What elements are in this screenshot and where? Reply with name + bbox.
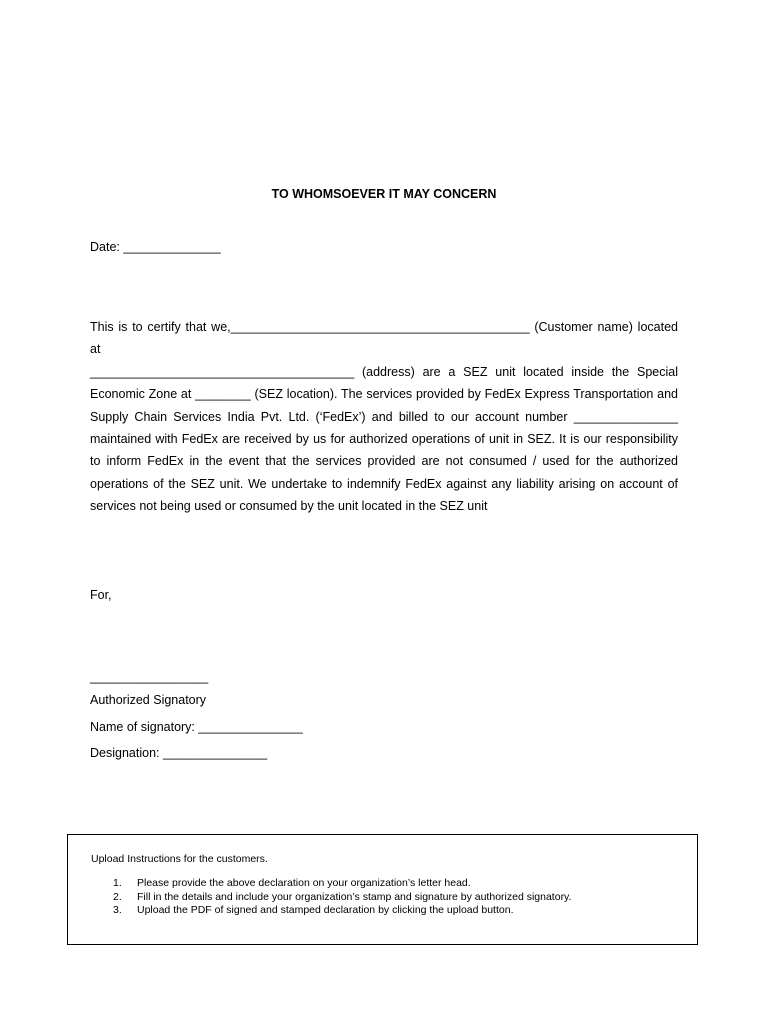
upload-instructions-box <box>67 834 698 945</box>
paragraph-line: operations of the SEZ unit. We undertake to indemnify FedEx against any liability arising on account of <box>90 476 678 491</box>
name-of-signatory-line: Name of signatory: _______________ <box>90 720 303 734</box>
list-item <box>91 877 571 891</box>
paragraph-line: Supply Chain Services India Pvt. Ltd. (‘FedEx’) and billed to our account number _______________ <box>90 409 678 424</box>
signature-blank: _________________ <box>90 670 209 684</box>
paragraph-line: Economic Zone at ________ (SEZ location). The services provided by FedEx Express Transportation and <box>90 387 678 402</box>
list-item-number: 2. <box>113 890 122 903</box>
paragraph-line: maintained with FedEx are received by us for authorized operations of unit in SEZ. It is our responsibility <box>90 432 678 447</box>
list-item-text: Please provide the above declaration on your organization’s letter head. <box>137 877 471 889</box>
paragraph-line: This is to certify that we,___________________________________________ (Customer name) located at <box>90 320 678 357</box>
list-item-text: Upload the PDF of signed and stamped declaration by clicking the upload button. <box>137 904 514 916</box>
document-title: TO WHOMSOEVER IT MAY CONCERN <box>271 187 497 201</box>
list-item <box>91 891 571 905</box>
paragraph-line: to inform FedEx in the event that the services provided are not consumed / used for the authorized <box>90 454 678 469</box>
instructions-list <box>91 877 571 918</box>
for-label: For, <box>90 588 112 602</box>
list-item-number: 1. <box>113 877 122 889</box>
designation-line: Designation: _______________ <box>90 746 268 760</box>
paragraph-line: services not being used or consumed by the unit located in the SEZ unit <box>90 499 488 514</box>
instructions-heading: Upload Instructions for the customers. <box>91 853 268 865</box>
authorized-signatory-label: Authorized Signatory <box>90 693 207 707</box>
certification-paragraph <box>90 316 678 518</box>
list-item-text: Fill in the details and include your organization’s stamp and signature by authorized signatory. <box>137 890 572 903</box>
paragraph-line: ______________________________________ (address) are a SEZ unit located inside the Special <box>90 364 678 379</box>
list-item-number: 3. <box>113 904 122 916</box>
list-item <box>91 904 571 918</box>
date-line: Date: ______________ <box>90 240 221 254</box>
